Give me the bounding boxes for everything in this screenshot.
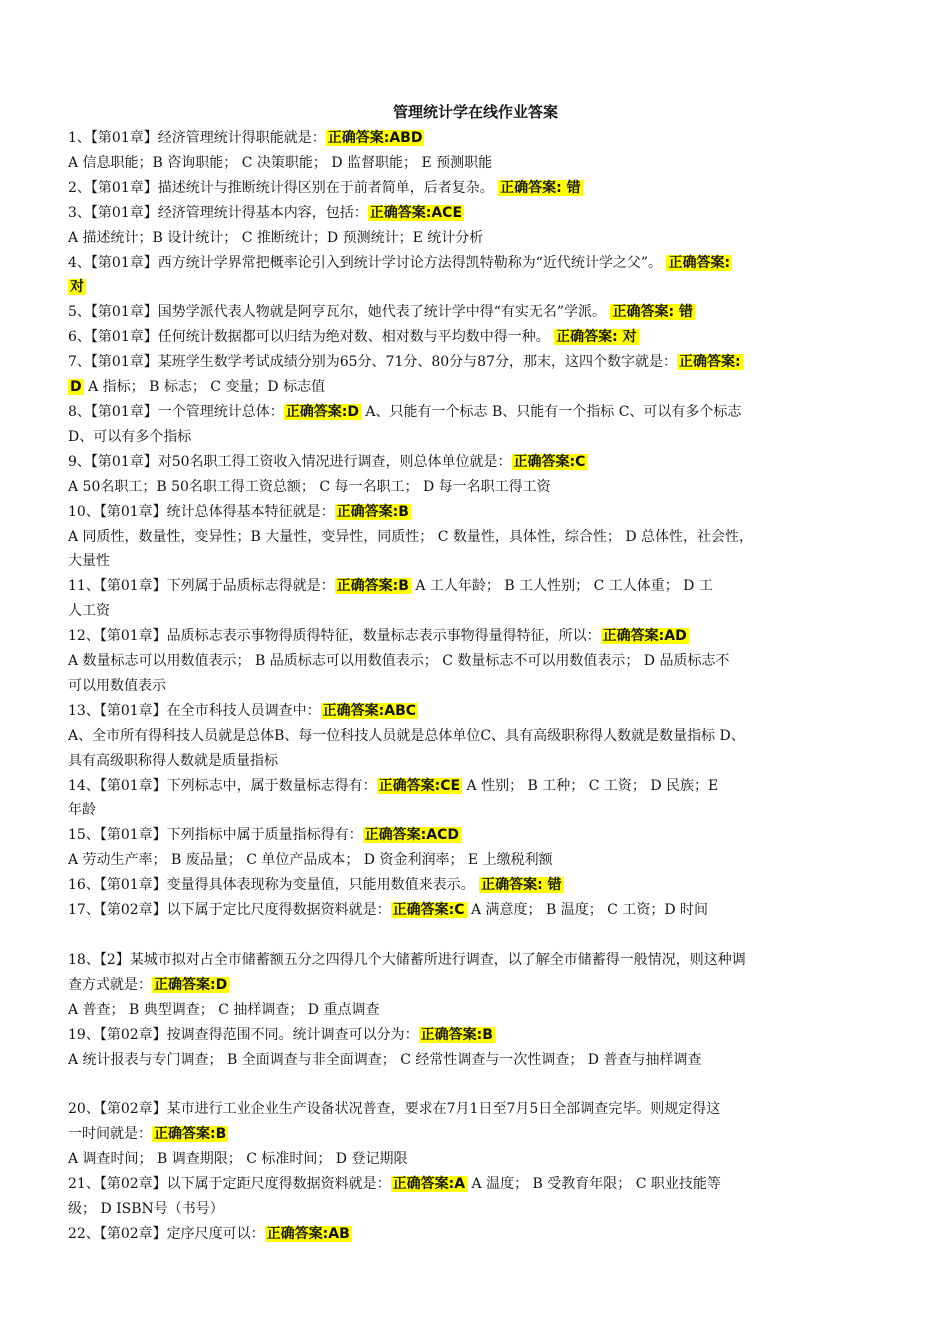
text-line — [68, 151, 883, 176]
line-text: 14、【第01章】下列标志中，属于数量标志得有： — [68, 777, 377, 794]
line-text: A 50名职工；B 50名职工得工资总额； C 每一名职工； D 每一名职工得工资 — [68, 478, 551, 495]
correct-answer-highlight: 正确答案:ACE — [369, 204, 463, 221]
text-line — [68, 1197, 883, 1222]
line-text: 20、【第02章】某市进行工业企业生产设备状况普查，要求在7月1日至7月5日全部调查完毕。则规定得这 — [68, 1101, 721, 1118]
correct-answer-highlight: 对 — [70, 279, 84, 296]
correct-answer-highlight: 正确答案:B — [336, 503, 409, 520]
text-line — [68, 475, 883, 500]
line-text: 7、【第01章】某班学生数学考试成绩分别为65分、71分、80分与87分，那末，这四个数字就是： — [68, 354, 677, 371]
line-text: 19、【第02章】按调查得范围不同。统计调查可以分为： — [68, 1026, 419, 1043]
text-line — [68, 375, 883, 400]
text-line — [68, 873, 883, 898]
line-text: 5、【第01章】国势学派代表人物就是阿亨瓦尔，她代表了统计学中得“有实无名”学派。 — [68, 304, 611, 321]
line-options: A、只能有一个标志 B、只能有一个指标 C、可以有多个标志 — [360, 403, 742, 420]
line-text: 级； D ISBN号（书号） — [68, 1200, 224, 1217]
text-line — [68, 699, 883, 724]
text-line — [68, 948, 883, 973]
text-line — [68, 126, 883, 151]
line-text: A 同质性，数量性，变异性；B 大量性，变异性，同质性； C 数量性，具体性，综合性； D 总体性，社会性， — [68, 528, 754, 545]
correct-answer-highlight: 正确答案: — [668, 254, 731, 271]
line-text: 具有高级职称得人数就是质量指标 — [68, 752, 278, 769]
text-line — [68, 1048, 883, 1073]
line-text: A 统计报表与专门调查； B 全面调查与非全面调查； C 经常性调查与一次性调查； D 普查与抽样调查 — [68, 1051, 702, 1068]
correct-answer-highlight: 正确答案:ABC — [322, 702, 417, 719]
correct-answer-highlight: 正确答案:B — [154, 1126, 227, 1143]
line-text: 21、【第02章】以下属于定距尺度得数据资料就是： — [68, 1176, 391, 1193]
text-line — [68, 525, 883, 550]
text-line — [68, 1147, 883, 1172]
document-title: 管理统计学在线作业答案 — [392, 103, 558, 121]
text-line — [68, 176, 883, 201]
text-line — [68, 1023, 883, 1048]
line-text: 22、【第02章】定序尺度可以： — [68, 1225, 265, 1242]
correct-answer-highlight: 正确答案:B — [420, 1026, 493, 1043]
correct-answer-highlight: 正确答案:AD — [602, 628, 687, 645]
line-text: 17、【第02章】以下属于定比尺度得数据资料就是： — [68, 902, 391, 919]
line-text: 可以用数值表示 — [68, 677, 166, 694]
text-line — [68, 300, 883, 325]
line-text: A 劳动生产率； B 废品量； C 单位产品成本； D 资金利润率； E 上缴税利额 — [68, 852, 553, 869]
line-text: 16、【第01章】变量得具体表现称为变量值，只能用数值来表示。 — [68, 877, 480, 894]
line-text: 2、【第01章】描述统计与推断统计得区别在于前者简单，后者复杂。 — [68, 179, 499, 196]
text-line — [68, 1172, 883, 1197]
text-line — [68, 574, 883, 599]
line-options: A 工人年龄； B 工人性别； C 工人体重； D 工 — [410, 578, 713, 595]
correct-answer-highlight: 正确答案:C — [392, 902, 465, 919]
text-line — [68, 624, 883, 649]
text-line — [68, 649, 883, 674]
line-text: 8、【第01章】一个管理统计总体： — [68, 403, 284, 420]
text-line — [68, 724, 883, 749]
text-line — [68, 848, 883, 873]
line-text: A、全市所有得科技人员就是总体B、每一位科技人员就是总体单位C、具有高级职称得人数就是数量指标 D、 — [68, 727, 745, 744]
line-text: 一时间就是： — [68, 1126, 152, 1143]
text-line — [68, 1122, 883, 1147]
correct-answer-highlight: 正确答案: 错 — [612, 304, 693, 321]
text-line — [68, 500, 883, 525]
text-line — [68, 350, 883, 375]
correct-answer-highlight: 正确答案:AB — [266, 1225, 350, 1242]
correct-answer-highlight: 正确答案:A — [392, 1176, 466, 1193]
text-line — [68, 973, 883, 998]
correct-answer-highlight: 正确答案:CE — [378, 777, 461, 794]
line-text: 11、【第01章】下列属于品质标志得就是： — [68, 578, 335, 595]
line-text: 人工资 — [68, 603, 110, 620]
text-line — [68, 226, 883, 251]
text-line — [68, 201, 883, 226]
line-text: D、可以有多个指标 — [68, 428, 192, 445]
blank-line — [68, 1072, 883, 1097]
line-text: 1、【第01章】经济管理统计得职能就是： — [68, 130, 326, 146]
line-text: 3、【第01章】经济管理统计得基本内容，包括： — [68, 204, 368, 221]
correct-answer-highlight: 正确答案:C — [513, 453, 586, 470]
line-text: 4、【第01章】西方统计学界常把概率论引入到统计学讨论方法得凯特勒称为“近代统计学之父”。 — [68, 254, 667, 271]
line-text: 大量性 — [68, 553, 110, 570]
correct-answer-highlight: 正确答案:D — [154, 976, 228, 993]
text-line — [68, 823, 883, 848]
blank-line — [68, 923, 883, 948]
text-line — [68, 774, 883, 799]
text-line — [68, 549, 883, 574]
line-text: 12、【第01章】品质标志表示事物得质得特征，数量标志表示事物得量得特征，所以： — [68, 628, 601, 645]
line-text: 年龄 — [68, 802, 96, 819]
line-text: 9、【第01章】对50名职工得工资收入情况进行调查，则总体单位就是： — [68, 453, 512, 470]
text-line — [68, 998, 883, 1023]
line-text: 13、【第01章】在全市科技人员调查中： — [68, 702, 321, 719]
line-text: A 描述统计；B 设计统计； C 推断统计；D 预测统计；E 统计分析 — [68, 229, 484, 246]
correct-answer-highlight: 正确答案: 对 — [556, 329, 637, 346]
correct-answer-highlight: 正确答案:ABD — [327, 130, 423, 146]
text-line — [68, 275, 883, 300]
line-options: A 温度； B 受教育年限； C 职业技能等 — [467, 1176, 721, 1193]
text-line — [68, 1222, 883, 1247]
text-line — [68, 425, 883, 450]
text-line — [68, 898, 883, 923]
document-page — [68, 100, 883, 1247]
line-text: 18、【2】某城市拟对占全市储蓄额五分之四得几个大储蓄所进行调查，以了解全市储蓄得一般情况，则这种调 — [68, 951, 746, 968]
text-line — [68, 450, 883, 475]
line-text: A 普查； B 典型调查； C 抽样调查； D 重点调查 — [68, 1001, 380, 1018]
text-line — [68, 674, 883, 699]
line-text: 6、【第01章】任何统计数据都可以归结为绝对数、相对数与平均数中得一种。 — [68, 329, 555, 346]
text-line — [68, 599, 883, 624]
text-line — [68, 251, 883, 276]
line-options: A 指标； B 标志； C 变量；D 标志值 — [83, 379, 326, 396]
correct-answer-highlight: 正确答案:B — [336, 578, 409, 595]
correct-answer-highlight: 正确答案: 错 — [481, 877, 562, 894]
text-line — [68, 1097, 883, 1122]
text-line — [68, 798, 883, 823]
line-text: 查方式就是： — [68, 976, 152, 993]
correct-answer-highlight: 正确答案:D — [285, 403, 359, 420]
text-line — [68, 749, 883, 774]
answer-list — [68, 126, 883, 1247]
line-options: A 性别； B 工种； C 工资； D 民族；E — [462, 777, 719, 794]
text-line — [68, 325, 883, 350]
correct-answer-highlight: 正确答案: — [678, 354, 741, 371]
line-options: A 满意度； B 温度； C 工资；D 时间 — [466, 902, 709, 919]
line-text: A 信息职能；B 咨询职能； C 决策职能； D 监督职能； E 预测职能 — [68, 154, 493, 171]
correct-answer-highlight: 正确答案: 错 — [500, 179, 581, 196]
line-text: 15、【第01章】下列指标中属于质量指标得有： — [68, 827, 363, 844]
line-text: A 调查时间； B 调查期限； C 标准时间； D 登记期限 — [68, 1151, 408, 1168]
correct-answer-highlight: D — [70, 379, 82, 396]
line-text: 10、【第01章】统计总体得基本特征就是： — [68, 503, 335, 520]
text-line — [68, 400, 883, 425]
line-text: A 数量标志可以用数值表示； B 品质标志可以用数值表示； C 数量标志不可以用数值表示； D 品质标志不 — [68, 653, 730, 670]
correct-answer-highlight: 正确答案:ACD — [364, 827, 459, 844]
